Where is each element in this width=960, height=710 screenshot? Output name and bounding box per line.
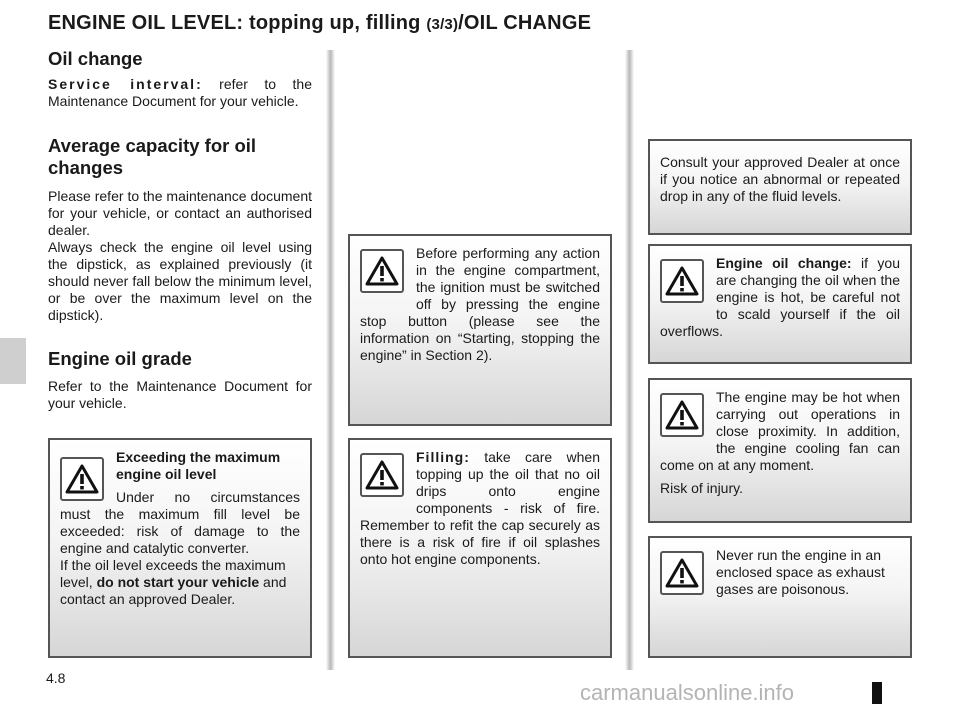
consult-dealer-box: [648, 139, 912, 235]
risk-of-injury-text: Risk of injury.: [660, 480, 743, 496]
warning-triangle-icon: [660, 393, 704, 437]
service-interval-paragraph: Service interval: refer to the Maintenance Document for your vehicle.: [48, 76, 313, 109]
engine-oil-change-text: Engine oil change: if you are changing the oil when the engine is hot, be careful not to scald yourself if the oil overflows.: [660, 255, 900, 339]
column-divider-right: [625, 50, 634, 670]
oil-change-heading: Oil change: [48, 48, 143, 69]
enclosed-space-warning-box: [648, 536, 912, 658]
dipstick-paragraph: Always check the engine oil level using the dipstick, as explained previously (it should never fall below the minimum level, or be over the maximum level on the dipstick).: [48, 239, 312, 323]
grade-paragraph: Refer to the Maintenance Document for your vehicle.: [48, 378, 312, 411]
engine-oil-change-warning-box: [648, 244, 912, 364]
page-number: 4.8: [46, 670, 66, 686]
before-performing-warning-box: [348, 234, 612, 426]
capacity-paragraph: Please refer to the maintenance document for your vehicle, or contact an authorised dealer.: [48, 188, 312, 238]
filling-warning-box: [348, 438, 612, 658]
page-title: ENGINE OIL LEVEL: topping up, filling (3/3)/OIL CHANGE: [48, 12, 592, 34]
exceeding-max-oil-warning-box: [48, 438, 312, 658]
exceeding-text-2: If the oil level exceeds the maximum level, do not start your vehicle and contact an approved Dealer.: [60, 557, 287, 607]
warning-triangle-icon: [660, 259, 704, 303]
exceeding-text: Under no circumstances must the maximum fill level be exceeded: risk of damage to the engine and catalytic converter.: [60, 489, 300, 556]
average-capacity-heading: Average capacity for oil changes: [48, 135, 257, 178]
warning-triangle-icon: [660, 551, 704, 595]
engine-hot-warning-box: [648, 378, 912, 523]
column-divider-left: [326, 50, 335, 670]
corner-mark: [872, 682, 882, 704]
warning-triangle-icon: [360, 249, 404, 293]
exceeding-heading: Exceeding the maximum engine oil level: [116, 449, 281, 482]
engine-oil-grade-heading: Engine oil grade: [48, 348, 192, 369]
before-performing-text: Before performing any action in the engine compartment, the ignition must be switched off by pressing the engine stop button (please see the information on “Starting, stopping the engine” in Section 2).: [360, 245, 600, 363]
filling-text: Filling: take care when topping up the oil that no oil drips onto engine components - risk of fire. Remember to refit the cap securely as there is a risk of fire if oil splashes onto hot engine components.: [360, 449, 600, 567]
warning-triangle-icon: [360, 453, 404, 497]
consult-text: Consult your approved Dealer at once if you notice an abnormal or repeated drop in any of the fluid levels.: [660, 154, 900, 204]
left-column: [48, 48, 312, 412]
engine-hot-text: The engine may be hot when carrying out operations in close proximity. In addition, the engine cooling fan can come on at any moment.: [660, 389, 900, 473]
enclosed-space-text: Never run the engine in an enclosed space as exhaust gases are poisonous.: [716, 547, 885, 597]
watermark: carmanualsonline.info: [580, 680, 795, 705]
section-tab-marker: [0, 338, 26, 384]
warning-triangle-icon: [60, 457, 104, 501]
